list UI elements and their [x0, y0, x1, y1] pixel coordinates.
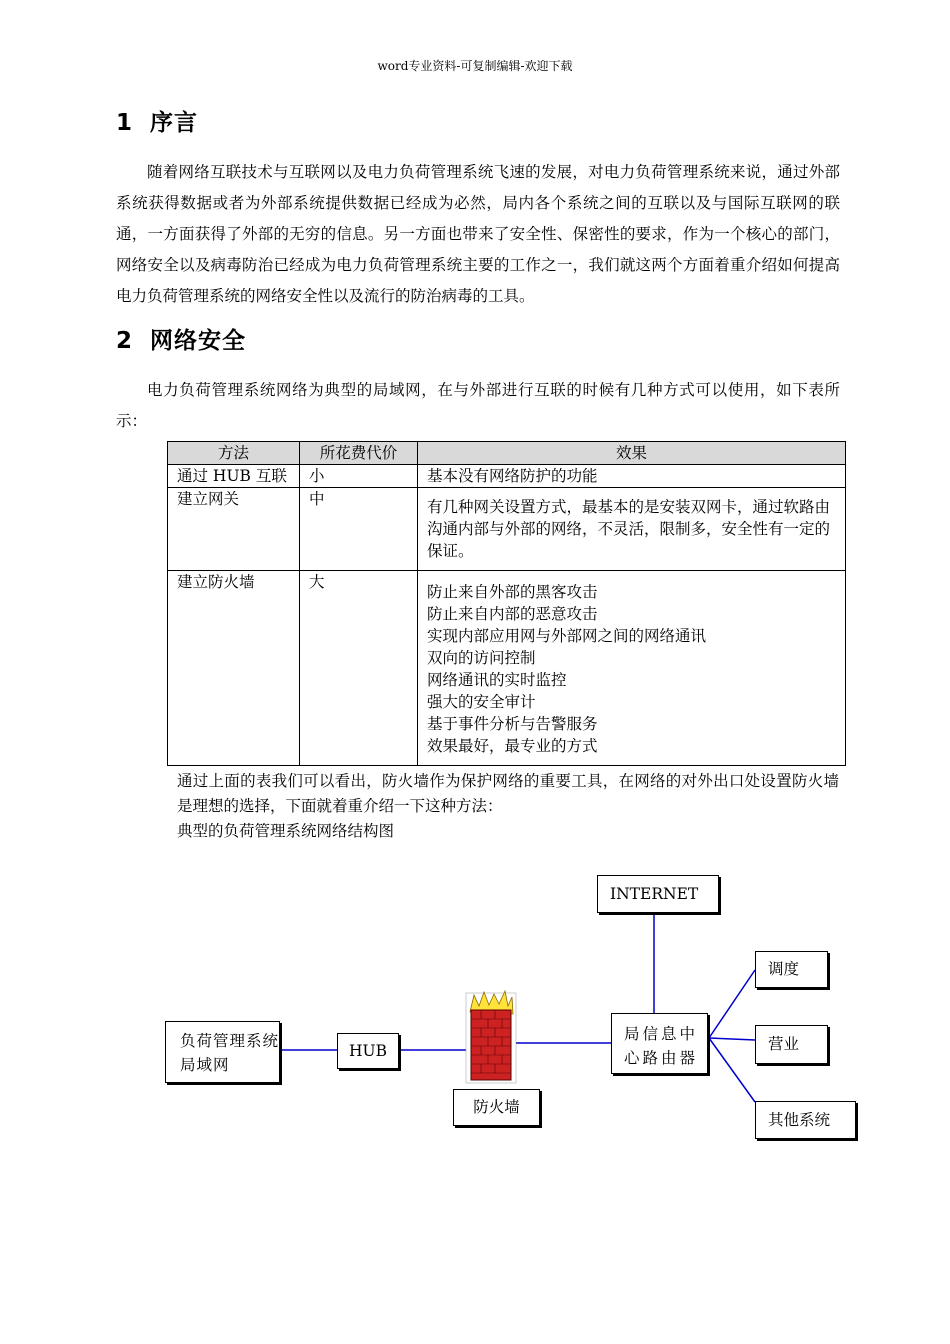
effect-line: 强大的安全审计	[427, 693, 536, 711]
section2-title: 网络安全	[150, 328, 246, 354]
lan-node: 负荷管理系统局域网	[165, 1021, 280, 1083]
cost-cell: 小	[300, 465, 418, 488]
firewall-label: 防火墙	[453, 1089, 540, 1126]
section2-number: 2	[116, 328, 134, 354]
table-header-cell: 方法	[168, 442, 300, 465]
effect-line: 有几种网关设置方式，最基本的是安装双网卡，通过软路由沟通内部与外部的网络，不灵活，限制多，安全性有一定的保证。	[427, 498, 831, 560]
after-table-paragraph: 通过上面的表我们可以看出，防火墙作为保护网络的重要工具，在网络的对外出口处设置防火墙是理想的选择，下面就着重介绍一下这种方法：	[177, 772, 839, 815]
method-cell: 建立网关	[168, 488, 300, 571]
page-header: word专业资料-可复制编辑-欢迎下载	[377, 59, 573, 73]
effect-line: 基于事件分析与告警服务	[427, 715, 598, 733]
router-business-link	[709, 1038, 755, 1040]
hub-node: HUB	[337, 1033, 399, 1069]
business-node: 营业	[755, 1025, 828, 1064]
section1-number: 1	[116, 110, 134, 136]
router-other-link	[709, 1038, 755, 1102]
table-header-cell: 所花费代价	[300, 442, 418, 465]
effect-line: 防止来自内部的恶意攻击	[427, 605, 598, 623]
router-node: 局信息中心路由器	[611, 1013, 708, 1074]
effect-line: 双向的访问控制	[427, 649, 536, 667]
effect-line: 网络通讯的实时监控	[427, 671, 567, 689]
effect-line: 防止来自外部的黑客攻击	[427, 583, 598, 601]
method-cell: 建立防火墙	[168, 571, 300, 766]
effect-line: 效果最好，最专业的方式	[427, 737, 598, 755]
effect-line: 实现内部应用网与外部网之间的网络通讯	[427, 627, 707, 645]
internet-node: INTERNET	[597, 875, 719, 913]
cost-cell: 大	[300, 571, 418, 766]
section1-paragraph: 随着网络互联技术与互联网以及电力负荷管理系统飞速的发展，对电力负荷管理系统来说，通过外部系统获得数据或者为外部系统提供数据已经成为必然，局内各个系统之间的互联以及与国际互联网的联通，一方面获得了外部的无穷的信息。另一方面也带来了安全性、保密性的要求，作为一个核心的部门，网络安全以及病毒防治已经成为电力负荷管理系统主要的工作之一，我们就这两个方面着重介绍如何提高电力负荷管理系统的网络安全性以及流行的防治病毒的工具。	[116, 163, 840, 305]
method-cell: 通过 HUB 互联	[168, 465, 300, 488]
section2-intro: 电力负荷管理系统网络为典型的局域网，在与外部进行互联的时候有几种方式可以使用，如下表所示：	[116, 381, 840, 430]
diagram-caption: 典型的负荷管理系统网络结构图	[177, 822, 395, 840]
table-header-cell: 效果	[418, 442, 846, 465]
other-systems-node: 其他系统	[755, 1101, 856, 1139]
router-dispatch-link	[709, 970, 755, 1038]
section1-title: 序言	[150, 110, 198, 136]
effect-line: 基本没有网络防护的功能	[427, 467, 598, 485]
dispatch-node: 调度	[755, 951, 828, 988]
cost-cell: 中	[300, 488, 418, 571]
firewall-icon	[466, 991, 516, 1083]
